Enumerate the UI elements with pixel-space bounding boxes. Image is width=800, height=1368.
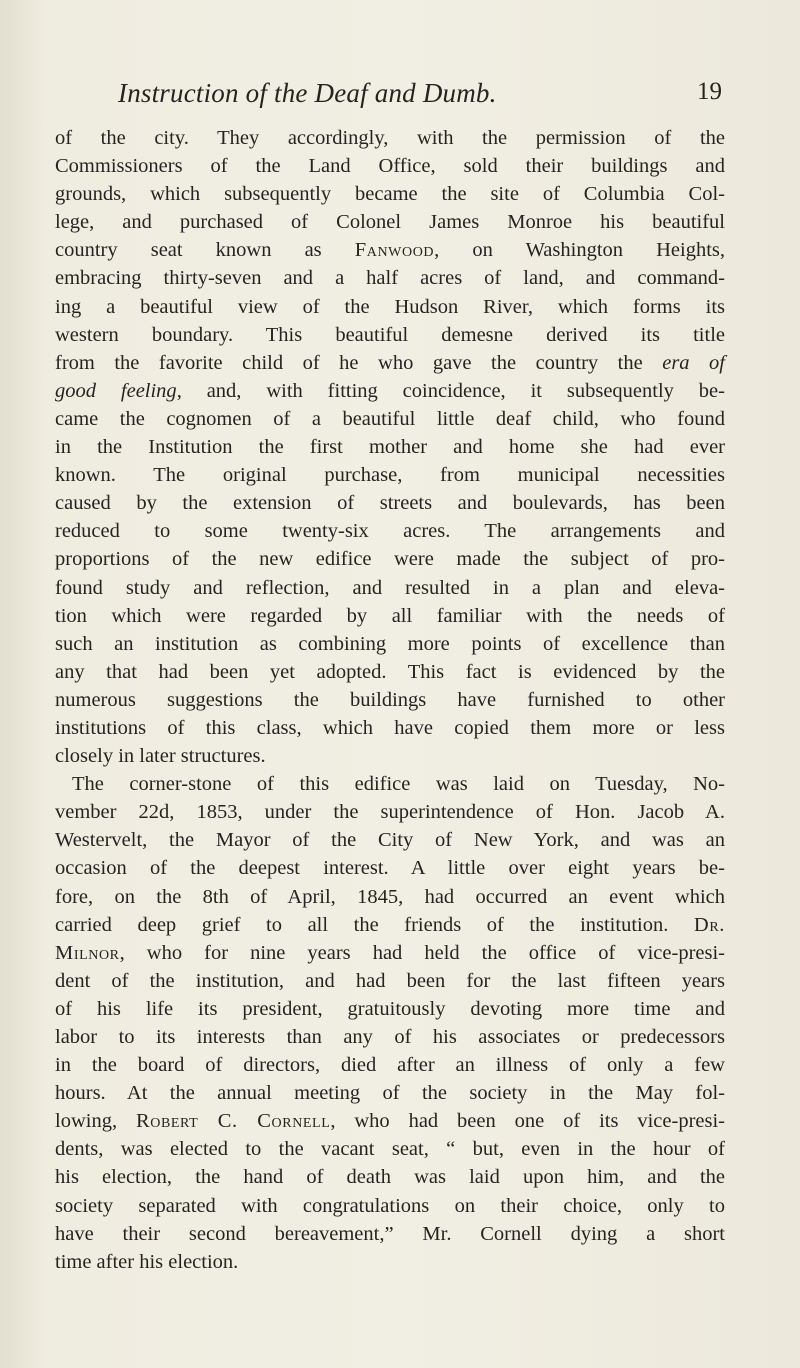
text-line xyxy=(55,658,725,686)
small-caps-name: Milnor xyxy=(55,941,120,964)
text-line xyxy=(55,770,725,798)
text-segment: tion which were regarded by all familiar with the needs of xyxy=(55,604,725,627)
text-line xyxy=(55,630,725,658)
text-segment: his election, the hand of death was laid upon him, and the xyxy=(55,1166,725,1189)
text-line xyxy=(55,433,725,461)
text-segment: The corner-stone of this edifice was laid on Tuesday, No- xyxy=(72,773,725,796)
text-segment: of his life its president, gratuitously devoting more time and xyxy=(55,997,725,1020)
text-segment: such an institution as combining more points of excellence than xyxy=(55,632,725,655)
text-line xyxy=(55,967,725,995)
text-line xyxy=(55,461,725,489)
text-segment: from the favorite child of he who gave the country the xyxy=(55,351,663,374)
text-segment: vember 22d, 1853, under the superintendence of Hon. Jacob A. xyxy=(55,801,725,824)
text-line xyxy=(55,883,725,911)
text-line xyxy=(55,1079,725,1107)
text-segment: hours. At the annual meeting of the society in the May fol- xyxy=(55,1082,725,1105)
text-line xyxy=(55,798,725,826)
italic-phrase: good feeling xyxy=(55,379,177,402)
text-segment: dents, was elected to the vacant seat, “ but, even in the hour of xyxy=(55,1138,725,1161)
text-line xyxy=(55,545,725,573)
text-line xyxy=(55,1163,725,1191)
text-segment: Commissioners of the Land Office, sold their buildings and xyxy=(55,155,725,178)
text-line xyxy=(55,1023,725,1051)
text-line xyxy=(55,349,725,377)
text-segment: proportions of the new edifice were made the subject of pro- xyxy=(55,548,725,571)
text-line xyxy=(55,686,725,714)
text-segment: occasion of the deepest interest. A little over eight years be- xyxy=(55,857,725,880)
text-line xyxy=(55,208,725,236)
text-segment: known. The original purchase, from municipal necessities xyxy=(55,464,725,487)
text-segment: western boundary. This beautiful demesne derived its title xyxy=(55,323,725,346)
text-segment: reduced to some twenty-six acres. The arrangements and xyxy=(55,520,725,543)
text-segment: in the board of directors, died after an illness of only a few xyxy=(55,1054,725,1077)
text-segment: society separated with congratulations on their choice, only to xyxy=(55,1194,725,1217)
text-segment: numerous suggestions the buildings have furnished to other xyxy=(55,688,725,711)
text-segment: time after his election. xyxy=(55,1250,239,1273)
text-segment: grounds, which subsequently became the site of Columbia Col- xyxy=(55,183,725,206)
text-line xyxy=(55,517,725,545)
text-line xyxy=(55,939,725,967)
small-caps-name: Dr. xyxy=(693,913,725,936)
text-segment: found study and reflection, and resulted in a plan and eleva- xyxy=(55,576,725,599)
text-segment: , who had been one of its vice-presi- xyxy=(330,1110,725,1133)
text-line xyxy=(55,180,725,208)
page-number: 19 xyxy=(697,78,722,105)
text-line xyxy=(55,1192,725,1220)
page-header xyxy=(0,70,800,110)
text-segment: , and, with fitting coincidence, it subsequently be- xyxy=(176,379,725,402)
text-line xyxy=(55,995,725,1023)
text-line xyxy=(55,714,725,742)
text-segment: of the city. They accordingly, with the permission of the xyxy=(55,127,725,149)
text-segment: embracing thirty-seven and a half acres of land, and command- xyxy=(55,267,725,290)
text-segment: lowing, xyxy=(55,1110,136,1133)
text-line xyxy=(55,293,725,321)
text-line xyxy=(55,854,725,882)
small-caps-name: Fanwood xyxy=(354,239,435,262)
text-line xyxy=(55,1135,725,1163)
text-segment: caused by the extension of streets and boulevards, has been xyxy=(55,492,725,515)
text-line xyxy=(55,1107,725,1135)
text-line xyxy=(55,152,725,180)
text-segment: country seat known as xyxy=(55,239,355,262)
text-line xyxy=(55,377,725,405)
text-line xyxy=(55,1051,725,1079)
text-line xyxy=(55,911,725,939)
text-segment: fore, on the 8th of April, 1845, had occurred an event which xyxy=(55,885,725,908)
text-line xyxy=(55,405,725,433)
text-line xyxy=(55,264,725,292)
text-segment: lege, and purchased of Colonel James Monroe his beautiful xyxy=(55,211,725,234)
text-line xyxy=(55,602,725,630)
text-segment: , who for nine years had held the office of vice-presi- xyxy=(119,941,725,964)
text-line xyxy=(55,826,725,854)
text-line xyxy=(55,1220,725,1248)
small-caps-name: Robert C. Cornell xyxy=(135,1110,331,1133)
italic-phrase: era of xyxy=(662,351,726,374)
text-segment: came the cognomen of a beautiful little deaf child, who found xyxy=(55,407,725,430)
text-line xyxy=(55,124,725,152)
text-line xyxy=(55,321,725,349)
text-line xyxy=(55,574,725,602)
text-line xyxy=(55,742,725,770)
text-segment: labor to its interests than any of his associates or predecessors xyxy=(55,1026,725,1048)
text-line xyxy=(55,489,725,517)
body-text xyxy=(55,124,725,1276)
text-segment: institutions of this class, which have copied them more or less xyxy=(55,716,725,739)
text-segment: Westervelt, the Mayor of the City of New York, and was an xyxy=(55,829,725,852)
text-segment: dent of the institution, and had been for the last fifteen years xyxy=(55,969,725,992)
text-segment: closely in later structures. xyxy=(55,745,266,768)
text-segment: in the Institution the first mother and home she had ever xyxy=(55,436,725,459)
text-segment: carried deep grief to all the friends of the institution. xyxy=(55,913,694,936)
text-segment: any that had been yet adopted. This fact is evidenced by the xyxy=(55,660,725,683)
text-line xyxy=(55,1248,725,1276)
running-title: Instruction of the Deaf and Dumb. xyxy=(118,78,497,108)
text-segment: have their second bereavement,” Mr. Cornell dying a short xyxy=(55,1222,725,1245)
text-line xyxy=(55,236,725,264)
text-segment: ing a beautiful view of the Hudson River, which forms its xyxy=(55,295,725,318)
text-segment: , on Washington Heights, xyxy=(434,239,726,262)
